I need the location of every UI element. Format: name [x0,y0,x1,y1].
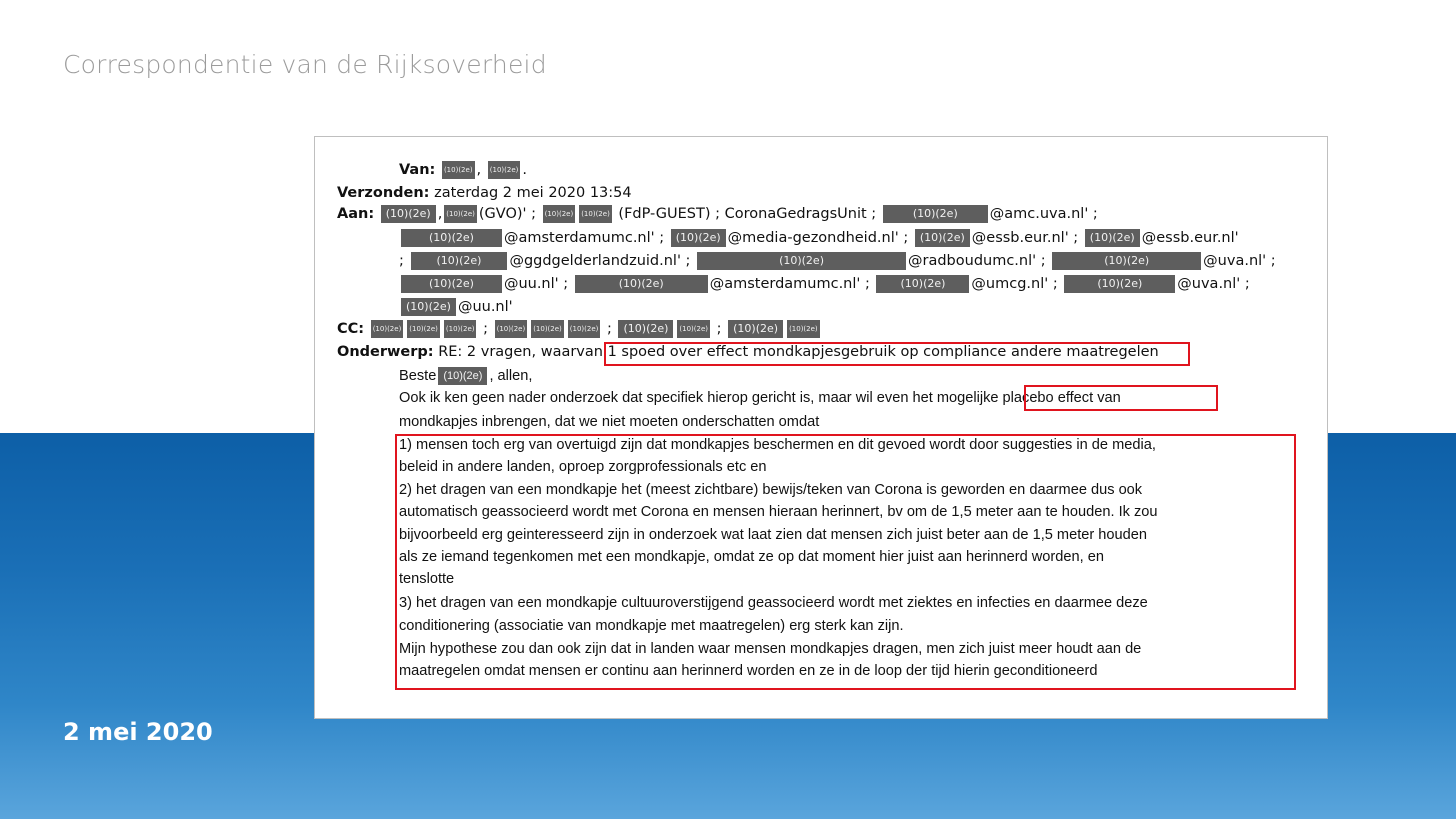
redaction-block: (10)(2e) [671,229,726,247]
aan-uu-1: @uu.nl' ; [503,276,569,292]
onderwerp-label: Onderwerp: [337,344,434,360]
greeting-start: Beste [399,368,437,384]
body-line: automatisch geassocieerd wordt met Corona en mensen hieraan herinnert, bv om de 1,5 meter aan te houden. Ik zou [399,504,1158,520]
greeting-line [399,366,532,386]
redaction-block: (10)(2e) [1052,252,1201,270]
redaction-block: (10)(2e) [543,205,576,223]
onderwerp-prefix: RE: 2 vragen, waarvan [438,344,603,360]
aan-radboud: @radboudumc.nl' ; [908,253,1046,269]
redaction-block: (10)(2e) [488,161,521,179]
body-line: tenslotte [399,571,455,587]
greeting-end: , allen, [489,368,533,384]
body-line: als ze iemand tegenkomen met een mondkapje, omdat ze op dat moment hier juist aan herinnerd worden, en [399,549,1104,565]
redaction-block: (10)(2e) [579,205,612,223]
redaction-block: (10)(2e) [371,320,404,338]
cc-line: CC: (10)(2e) (10)(2e) (10)(2e) ; (10)(2e) (10)(2e) (10)(2e) ; (10)(2e) (10)(2e) ; (10)(2e) (10)(2e) [337,321,818,337]
email-document [314,136,1328,719]
redaction-block: (10)(2e) [728,320,783,338]
intro-before: Ook ik ken geen nader onderzoek dat specifiek hierop gericht is, maar wil even het [399,390,933,406]
aan-line-3 [399,251,1276,271]
highlight-box-subject [604,342,1190,366]
redaction-block: (10)(2e) [531,320,564,338]
aan-line-5 [399,297,513,317]
redaction-block: (10)(2e) [787,320,820,338]
intro-highlight: mogelijke placebo effect [936,390,1094,406]
redaction-block: (10)(2e) [495,320,528,338]
redaction-block: (10)(2e) [438,367,487,385]
redaction-block: (10)(2e) [1085,229,1140,247]
redaction-block: (10)(2e) [677,320,710,338]
aan-line-4 [399,274,1250,294]
onderwerp-highlight: 1 spoed over effect mondkapjesgebruik op compliance andere maatregelen [607,344,1159,360]
intro-line-1 [399,388,1121,408]
aan-amsterdamumc-2: @amsterdamumc.nl' ; [709,276,870,292]
redaction-block: (10)(2e) [381,205,436,223]
redaction-block: (10)(2e) [411,252,508,270]
body-line: conditionering (associatie van mondkapje met maatregelen) erg sterk kan zijn. [399,618,904,634]
aan-fdp: (FdP-GUEST) ; CoronaGedragsUnit ; [618,206,877,222]
aan-media: @media-gezondheid.nl' ; [727,230,909,246]
redaction-block: (10)(2e) [407,320,440,338]
van-line: Van: (10)(2e) , (10)(2e) . [399,162,527,178]
body-line: beleid in andere landen, oproep zorgprofessionals etc en [399,459,767,475]
aan-gvo: (GVO)' ; [478,206,536,222]
redaction-block: (10)(2e) [883,205,988,223]
redaction-block: (10)(2e) [442,161,475,179]
aan-uva-1: @uva.nl' ; [1203,253,1276,269]
aan-uu-2: @uu.nl' [457,299,513,315]
aan-semicolon: ; [399,253,404,269]
aan-amc: @amc.uva.nl' ; [989,206,1098,222]
slide-date: 2 mei 2020 [63,718,213,746]
redaction-block: (10)(2e) [1064,275,1175,293]
body-line: 1) mensen toch erg van overtuigd zijn dat mondkapjes beschermen en dit gevoed wordt door suggesties in de media, [399,437,1156,453]
aan-ggd: @ggdgelderlandzuid.nl' ; [509,253,691,269]
aan-uva-2: @uva.nl' ; [1177,276,1250,292]
body-line: 2) het dragen van een mondkapje het (meest zichtbare) bewijs/teken van Corona is geworden en daarmee dus ook [399,482,1143,498]
verzonden-label: Verzonden: [337,185,430,201]
slide-title: Correspondentie van de Rijksoverheid [63,50,547,79]
body-line: Mijn hypothese zou dan ook zijn dat in landen waar mensen mondkapjes dragen, men zich juist meer houdt aan de [399,641,1142,657]
redaction-block: (10)(2e) [401,298,456,316]
aan-line-1: Aan: (10)(2e) , (10)(2e) (GVO)' ; (10)(2e) (10)(2e) (FdP-GUEST) ; CoronaGedragsUnit ; (10)(2e) @amc.uva.nl' ; [337,206,1098,222]
intro-line-2: mondkapjes inbrengen, dat we niet moeten onderschatten omdat [399,414,820,430]
aan-amsterdamumc-1: @amsterdamumc.nl' ; [503,230,665,246]
aan-umcg: @umcg.nl' ; [971,276,1058,292]
aan-essb-2: @essb.eur.nl' [1141,230,1239,246]
redaction-block: (10)(2e) [575,275,708,293]
redaction-block: (10)(2e) [915,229,970,247]
redaction-block: (10)(2e) [697,252,906,270]
body-line: maatregelen omdat mensen er continu aan herinnerd worden en ze in de loop der tijd hierin geconditioneerd [399,663,1098,679]
verzonden-line [337,183,632,203]
cc-label: CC: [337,321,365,337]
aan-line-2 [399,228,1239,248]
van-label: Van: [399,162,436,178]
redaction-block: (10)(2e) [618,320,673,338]
body-line: 3) het dragen van een mondkapje cultuuroverstijgend geassocieerd wordt met ziektes en infecties en daarmee deze [399,595,1148,611]
redaction-block: (10)(2e) [444,320,477,338]
body-line: bijvoorbeeld erg geinteresseerd zijn in onderzoek wat laat zien dat mensen zich juist beter aan de 1,5 meter houden [399,527,1147,543]
aan-label: Aan: [337,206,375,222]
aan-essb-1: @essb.eur.nl' ; [971,230,1079,246]
redaction-block: (10)(2e) [444,205,477,223]
redaction-block: (10)(2e) [401,275,502,293]
highlight-box-placebo [1024,385,1218,411]
redaction-block: (10)(2e) [401,229,502,247]
redaction-block: (10)(2e) [876,275,969,293]
intro-after: van [1097,390,1121,406]
redaction-block: (10)(2e) [568,320,601,338]
verzonden-value: zaterdag 2 mei 2020 13:54 [434,185,632,201]
